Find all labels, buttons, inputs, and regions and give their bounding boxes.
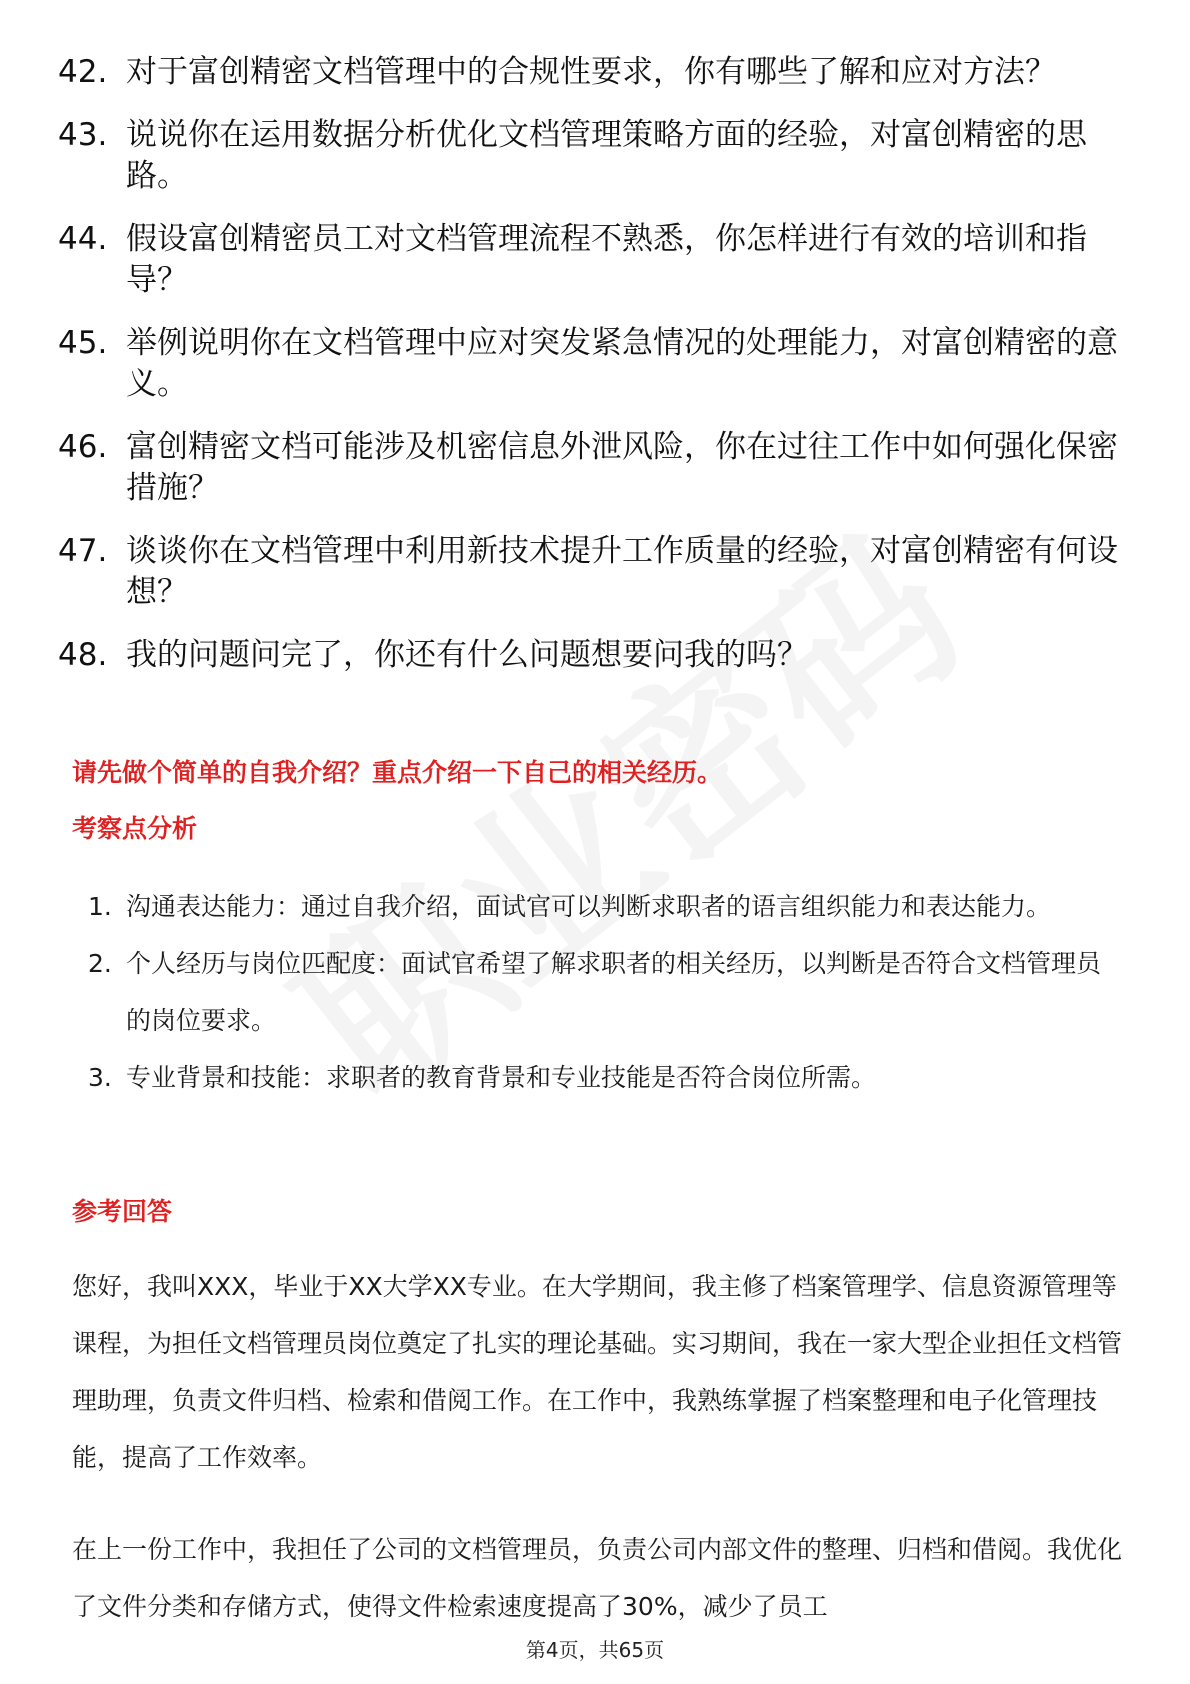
- question-list: [58, 52, 1118, 698]
- question-text: 我的问题问完了，你还有什么问题想要问我的吗？: [126, 637, 808, 673]
- question-item: [58, 531, 1118, 613]
- section-question-heading: 请先做个简单的自我介绍？重点介绍一下自己的相关经历。: [72, 758, 723, 787]
- question-number: 45.: [58, 325, 108, 361]
- analysis-number: 3.: [88, 1063, 112, 1092]
- question-item: [58, 323, 1118, 405]
- analysis-text: 沟通表达能力：通过自我介绍，面试官可以判断求职者的语言组织能力和表达能力。: [126, 892, 1052, 921]
- question-item: [58, 219, 1118, 301]
- answer-paragraph: 在上一份工作中，我担任了公司的文档管理员，负责公司内部文件的整理、归档和借阅。我优化了文件分类和存储方式，使得文件检索速度提高了30%，减少了员工: [72, 1535, 1123, 1621]
- question-text: 谈谈你在文档管理中利用新技术提升工作质量的经验，对富创精密有何设想？: [126, 533, 1118, 610]
- page-footer: 第4页，共65页: [525, 1638, 665, 1662]
- question-text: 富创精密文档可能涉及机密信息外泄风险，你在过往工作中如何强化保密措施？: [126, 429, 1118, 506]
- question-text: 假设富创精密员工对文档管理流程不熟悉，你怎样进行有效的培训和指导？: [126, 221, 1087, 298]
- analysis-text: 个人经历与岗位匹配度：面试官希望了解求职者的相关经历，以判断是否符合文档管理员的岗位要求。: [126, 949, 1102, 1035]
- question-number: 43.: [58, 117, 108, 153]
- question-text: 对于富创精密文档管理中的合规性要求，你有哪些了解和应对方法？: [126, 54, 1056, 90]
- analysis-number: 2.: [88, 949, 112, 978]
- question-text: 举例说明你在文档管理中应对突发紧急情况的处理能力，对富创精密的意义。: [126, 325, 1118, 402]
- analysis-number: 1.: [88, 892, 112, 921]
- question-number: 48.: [58, 637, 108, 673]
- question-item: [58, 427, 1118, 509]
- question-number: 44.: [58, 221, 108, 257]
- analysis-text: 专业背景和技能：求职者的教育背景和专业技能是否符合岗位所需。: [126, 1063, 877, 1092]
- analysis-item: [72, 1049, 1122, 1106]
- analysis-item: [72, 935, 1122, 1049]
- question-number: 47.: [58, 533, 108, 569]
- answer-paragraph: 您好，我叫XXX，毕业于XX大学XX专业。在大学期间，我主修了档案管理学、信息资源管理等课程，为担任文档管理员岗位奠定了扎实的理论基础。实习期间，我在一家大型企业担任文档管理助理，负责文件归档、检索和借阅工作。在工作中，我熟练掌握了档案整理和电子化管理技能，提高了工作效率。: [72, 1272, 1123, 1472]
- analysis-list: [72, 878, 1122, 1106]
- question-text: 说说你在运用数据分析优化文档管理策略方面的经验，对富创精密的思路。: [126, 117, 1087, 194]
- question-item: [58, 635, 1118, 676]
- answer-heading: 参考回答: [72, 1197, 173, 1226]
- question-number: 42.: [58, 54, 108, 90]
- question-number: 46.: [58, 429, 108, 465]
- question-item: [58, 115, 1118, 197]
- analysis-item: [72, 878, 1122, 935]
- question-item: [58, 52, 1118, 93]
- analysis-heading: 考察点分析: [72, 814, 198, 843]
